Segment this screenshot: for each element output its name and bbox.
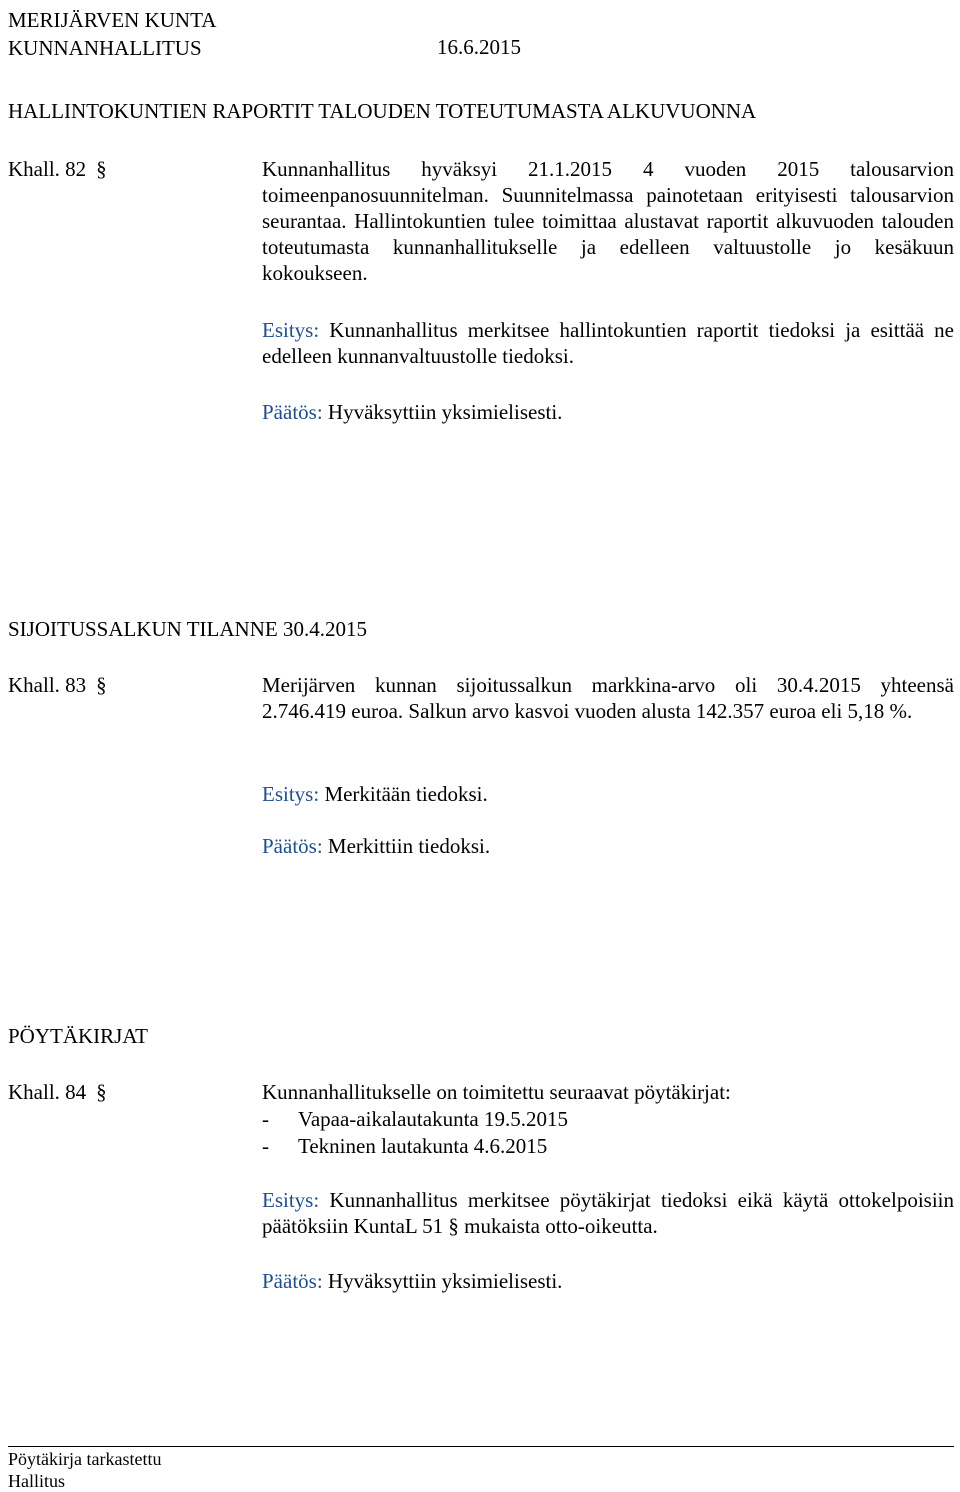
section-82-paatos — [262, 399, 954, 425]
footer-rule — [8, 1446, 954, 1447]
list-item-text: Vapaa-aikalautakunta 19.5.2015 — [298, 1107, 568, 1131]
esitys-text: Kunnanhallitus merkitsee pöytäkirjat tiedoksi eikä käytä ottokelpoisiin päätöksiin KuntaL 51 § mukaista otto-oikeutta. — [262, 1188, 955, 1238]
paatos-label: Päätös: — [262, 834, 323, 858]
esitys-text: Merkitään tiedoksi. — [324, 782, 488, 806]
esitys-label: Esitys: — [262, 782, 320, 806]
section-83-ref — [8, 672, 107, 698]
footer — [8, 1448, 161, 1492]
esitys-label: Esitys: — [262, 1188, 320, 1212]
section-83-title: SIJOITUSSALKUN TILANNE 30.4.2015 — [8, 617, 367, 641]
list-item-text: Tekninen lautakunta 4.6.2015 — [298, 1134, 548, 1158]
esitys-text: Kunnanhallitus merkitsee hallintokuntien raportit tiedoksi ja esittää ne edelleen kunnanvaltuustolle tiedoksi. — [262, 318, 954, 368]
section-84-paatos — [262, 1268, 954, 1294]
section-83-text: Merijärven kunnan sijoitussalkun markkina-arvo oli 30.4.2015 yhteensä 2.746.419 euroa. Salkun arvo kasvoi vuoden alusta 142.357 euroa eli 5,18 %. — [262, 673, 954, 723]
paatos-label: Päätös: — [262, 1269, 323, 1293]
paatos-text: Hyväksyttiin yksimielisesti. — [327, 1269, 563, 1293]
section-84-esitys — [262, 1187, 954, 1239]
list-item — [262, 1106, 568, 1132]
section-82-title: HALLINTOKUNTIEN RAPORTIT TALOUDEN TOTEUTUMASTA ALKUVUONNA — [8, 99, 757, 123]
section-82-esitys — [262, 317, 954, 369]
esitys-label: Esitys: — [262, 318, 320, 342]
footer-checked-label: Pöytäkirja tarkastettu — [8, 1449, 162, 1469]
paragraph-sign-icon: § — [96, 673, 107, 697]
list-item — [262, 1133, 568, 1159]
footer-body-label: Hallitus — [8, 1471, 65, 1491]
meeting-date: 16.6.2015 — [437, 35, 521, 59]
org-name: MERIJÄRVEN KUNTA — [8, 8, 217, 32]
paragraph-sign-icon: § — [96, 1080, 107, 1104]
section-ref-label: Khall. 82 — [8, 157, 87, 181]
paatos-text: Merkittiin tiedoksi. — [327, 834, 491, 858]
section-83-paatos — [262, 833, 954, 859]
minutes-list — [262, 1106, 568, 1159]
document-header — [8, 6, 521, 62]
section-ref-label: Khall. 83 — [8, 673, 87, 697]
section-84-title: PÖYTÄKIRJAT — [8, 1024, 149, 1048]
section-84-ref — [8, 1079, 107, 1105]
section-82-text: Kunnanhallitus hyväksyi 21.1.2015 4 vuoden 2015 talousarvion toimeenpanosuunnitelman. Suunnitelmassa painotetaan erityisesti talousarvion seurantaa. Hallintokuntien tulee toimittaa alustavat raportit alkuvuoden talouden toteutumasta kunnanhallitukselle ja edelleen valtuustolle jo kesäkuun kokoukseen. — [262, 157, 954, 285]
body-name: KUNNANHALLITUS — [8, 36, 202, 60]
section-82-ref — [8, 156, 107, 182]
paatos-text: Hyväksyttiin yksimielisesti. — [327, 400, 563, 424]
paragraph-sign-icon: § — [96, 157, 107, 181]
section-84-text: Kunnanhallitukselle on toimitettu seuraavat pöytäkirjat: — [262, 1080, 731, 1104]
list-dash: - — [262, 1107, 269, 1131]
list-dash: - — [262, 1134, 269, 1158]
section-83-esitys — [262, 781, 954, 807]
section-ref-label: Khall. 84 — [8, 1080, 87, 1104]
paatos-label: Päätös: — [262, 400, 323, 424]
